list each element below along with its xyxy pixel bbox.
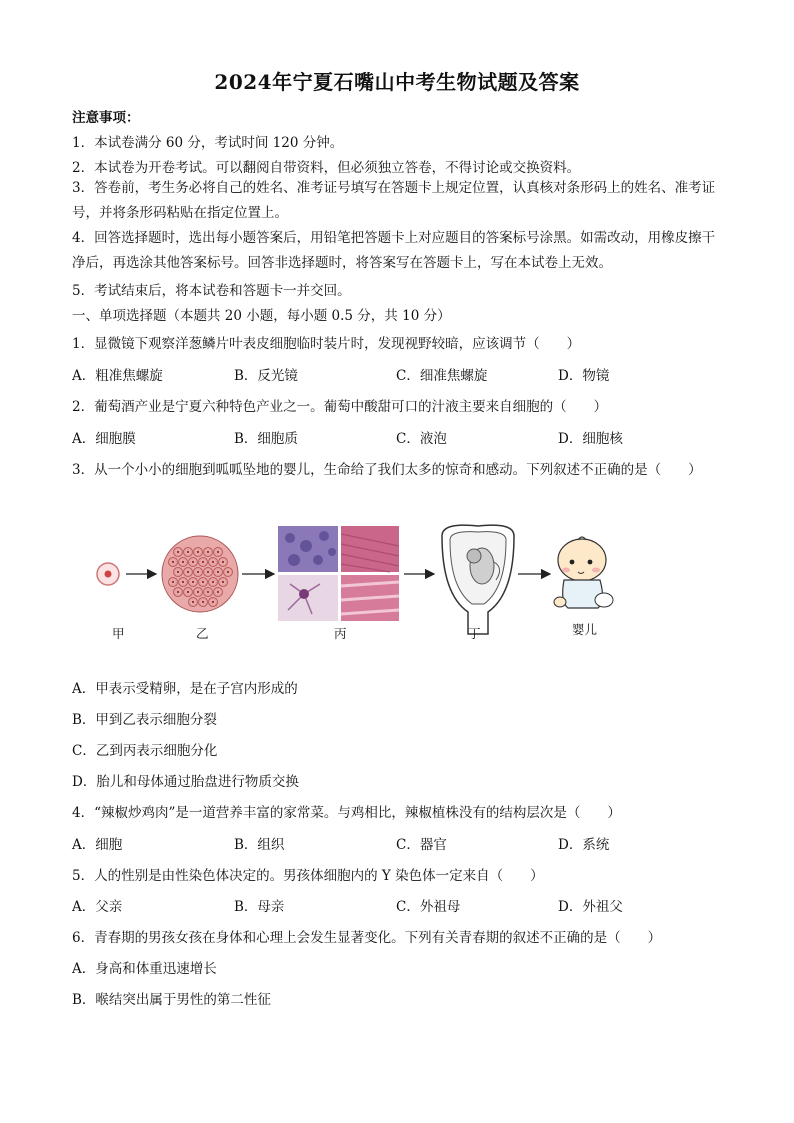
question-stem: 1．显微镜下观察洋葱鳞片叶表皮细胞临时装片时，发现视野较暗，应该调节（ ） xyxy=(72,336,581,352)
option: C．器官 xyxy=(396,837,447,853)
question-stem: 5．人的性别是由性染色体决定的。男孩体细胞内的 Y 染色体一定来自（ ） xyxy=(72,868,544,884)
option: A．细胞膜 xyxy=(72,431,136,447)
option: C．乙到丙表示细胞分化 xyxy=(72,743,218,759)
option: C．液泡 xyxy=(396,431,447,447)
baby-illustration xyxy=(554,537,613,608)
notice-item: 5．考试结束后，将本试卷和答题卡一并交回。 xyxy=(72,283,351,299)
option: A．父亲 xyxy=(72,899,123,915)
option: A．粗准焦螺旋 xyxy=(72,368,163,384)
zygote-cell xyxy=(97,563,119,585)
option: B．组织 xyxy=(234,837,285,853)
figure-label: 丙 xyxy=(334,626,347,641)
cell-cluster xyxy=(162,536,238,612)
option: D．外祖父 xyxy=(558,899,623,915)
option: D．胎儿和母体通过胎盘进行物质交换 xyxy=(72,774,299,790)
notice-item: 3．答卷前，考生务必将自己的姓名、准考证号填写在答题卡上规定位置，认真核对条形码上的姓名、准考证号，并将条形码粘贴在指定位置上。 xyxy=(72,180,716,221)
option: B．喉结突出属于男性的第二性征 xyxy=(72,992,271,1008)
notice-item: 2．本试卷为开卷考试。可以翻阅自带资料，但必须独立答卷，不得讨论或交换资料。 xyxy=(72,160,581,176)
figure-label: 丁 xyxy=(468,626,481,641)
section-heading: 一、单项选择题（本题共 20 小题，每小题 0.5 分，共 10 分） xyxy=(72,308,451,324)
figure-label: 婴儿 xyxy=(572,622,598,637)
question-stem: 3．从一个小小的细胞到呱呱坠地的婴儿，生命给了我们太多的惊奇和感动。下列叙述不正确的是（ ） xyxy=(72,462,702,478)
figure-label: 乙 xyxy=(196,626,209,641)
option: B．细胞质 xyxy=(234,431,298,447)
question-stem: 2．葡萄酒产业是宁夏六种特色产业之一。葡萄中酸甜可口的汁液主要来自细胞的（ ） xyxy=(72,399,608,415)
development-diagram-svg xyxy=(90,524,630,644)
tissue-images xyxy=(278,526,399,621)
option: A．身高和体重迅速增长 xyxy=(72,961,217,977)
notice-item: 4．回答选择题时，选出每小题答案后，用铅笔把答题卡上对应题目的答案标号涂黑。如需改动，用橡皮擦干净后，再选涂其他答案标号。回答非选择题时，将答案写在答题卡上，写在本试卷上无效。 xyxy=(72,230,716,271)
option: C．外祖母 xyxy=(396,899,461,915)
option: D．系统 xyxy=(558,837,610,853)
option: A．细胞 xyxy=(72,837,123,853)
figure-label: 甲 xyxy=(112,626,125,641)
notice-item: 1．本试卷满分 60 分，考试时间 120 分钟。 xyxy=(72,135,344,151)
option: C．细准焦螺旋 xyxy=(396,368,488,384)
fetus-in-uterus xyxy=(442,525,514,634)
option: A．甲表示受精卵，是在子宫内形成的 xyxy=(72,681,298,697)
option: B．反光镜 xyxy=(234,368,298,384)
option: D．细胞核 xyxy=(558,431,623,447)
page-title: 2024年宁夏石嘴山中考生物试题及答案 xyxy=(214,70,580,94)
development-diagram xyxy=(90,524,630,644)
notice-heading: 注意事项： xyxy=(72,110,140,126)
option: B．母亲 xyxy=(234,899,285,915)
option: B．甲到乙表示细胞分裂 xyxy=(72,712,217,728)
question-stem: 6．青春期的男孩女孩在身体和心理上会发生显著变化。下列有关青春期的叙述不正确的是（ ） xyxy=(72,930,662,946)
option: D．物镜 xyxy=(558,368,610,384)
question-stem: 4．“辣椒炒鸡肉”是一道营养丰富的家常菜。与鸡相比，辣椒植株没有的结构层次是（ ） xyxy=(72,805,621,821)
